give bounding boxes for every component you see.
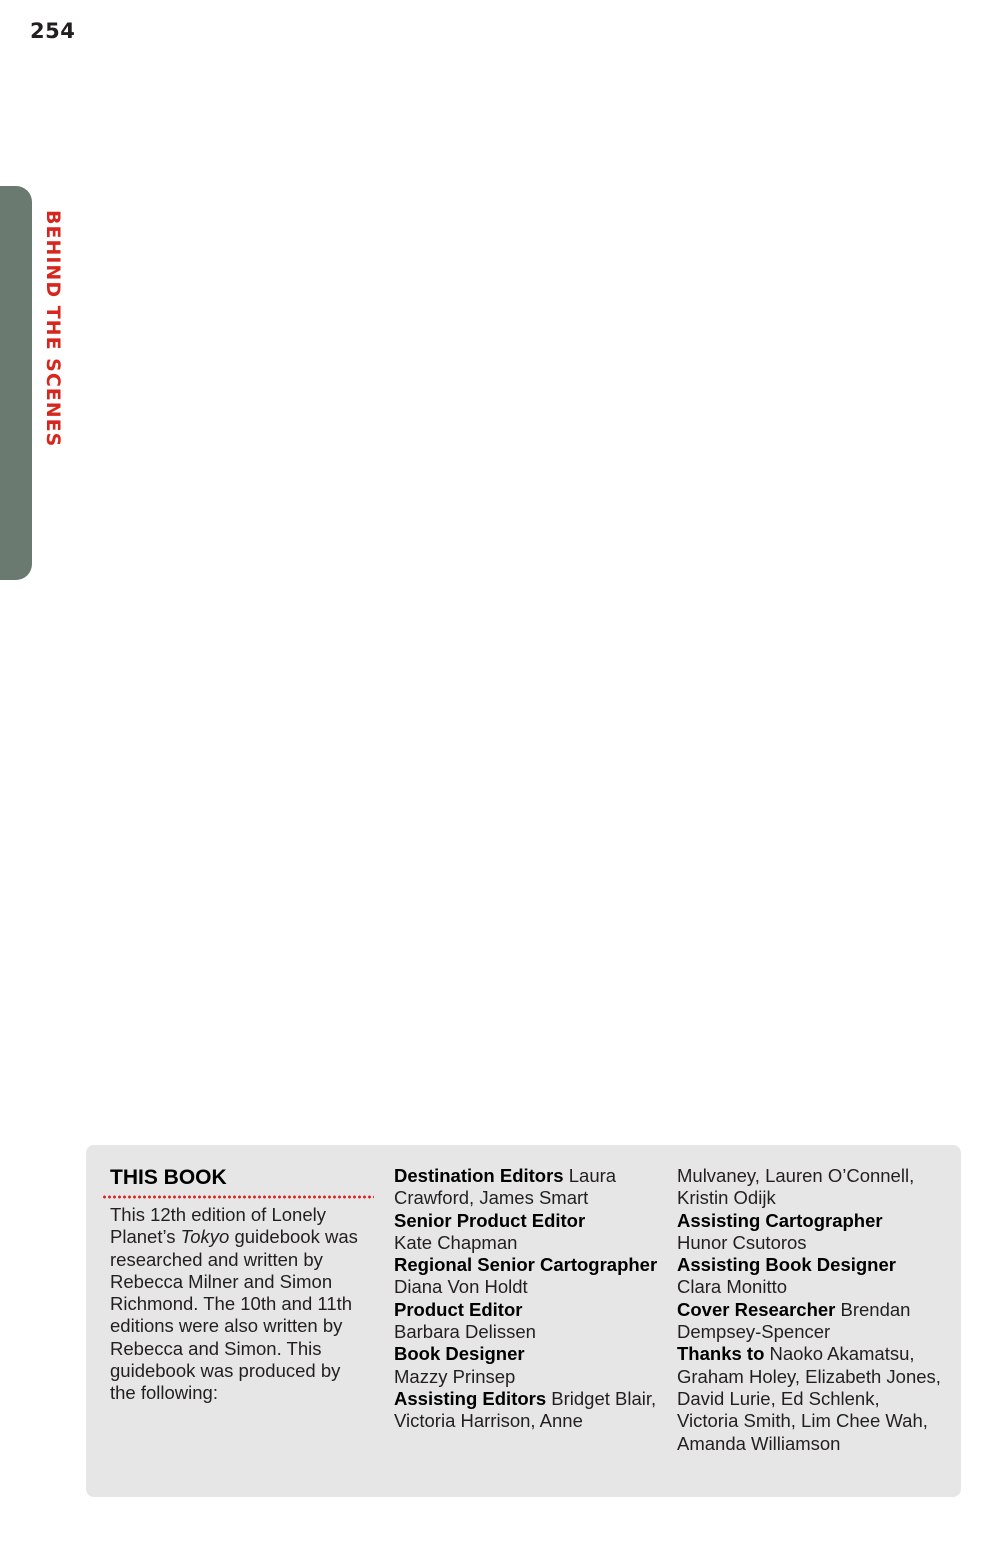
this-book-intro: This 12th edition of Lonely Planet’s Tokyo guidebook was researched and written by Rebecca Milner and Simon Richmond. The 10th and 11th editions were also written by Rebecca and Simon. This guidebook was produced by the following:: [110, 1204, 358, 1404]
credit-role: Book Designer: [394, 1343, 525, 1365]
credit-names: Bridget Blair, Victoria Harrison, Anne: [394, 1387, 657, 1432]
credit-names: Mazzy Prinsep: [394, 1365, 516, 1387]
credit-entry: [394, 1165, 659, 1210]
section-label: BEHIND THE SCENES: [42, 210, 64, 448]
credit-entry: [394, 1299, 659, 1344]
dotted-divider: [102, 1195, 374, 1199]
credits-column-2: [394, 1165, 659, 1433]
credit-entry: [677, 1254, 945, 1299]
credit-entry: [677, 1210, 945, 1255]
credit-names: Hunor Csutoros: [677, 1231, 807, 1253]
credit-names: Clara Monitto: [677, 1276, 788, 1298]
this-book-title: THIS BOOK: [110, 1166, 227, 1189]
credit-entry: [677, 1299, 945, 1344]
credit-role: Thanks to: [677, 1343, 765, 1365]
credit-names: Diana Von Holdt: [394, 1276, 528, 1298]
credit-role: Assisting Book Designer: [677, 1254, 896, 1276]
credit-names: Kate Chapman: [394, 1231, 518, 1253]
credit-entry: [394, 1388, 659, 1433]
credit-names: Mulvaney, Lauren O’Connell, Kristin Odijk: [677, 1165, 915, 1209]
credits-column-3: [677, 1165, 945, 1455]
credit-names: Naoko Akamatsu, Graham Holey, Elizabeth Jones, David Lurie, Ed Schlenk, Victoria Smith, Lim Chee Wah, Amanda Williamson: [677, 1343, 941, 1454]
credit-names: Barbara Delissen: [394, 1321, 536, 1343]
credit-names: Laura Crawford, James Smart: [394, 1165, 617, 1209]
credit-role: Product Editor: [394, 1298, 523, 1320]
credit-role: Senior Product Editor: [394, 1209, 586, 1231]
credit-role: Regional Senior Cartographer: [394, 1254, 658, 1276]
this-book-box: [86, 1145, 961, 1497]
this-book-intro-column: [110, 1165, 358, 1405]
credit-role: Assisting Cartographer: [677, 1209, 883, 1231]
credit-role: Assisting Editors: [394, 1387, 547, 1409]
credit-entry: [677, 1343, 945, 1454]
credit-entry: [394, 1254, 659, 1299]
page-number: 254: [30, 19, 76, 43]
section-side-tab: [0, 186, 32, 580]
credit-role: Destination Editors: [394, 1165, 564, 1186]
book-title-italic: Tokyo: [180, 1226, 230, 1248]
credit-entry: [677, 1165, 945, 1210]
credit-entry: [394, 1210, 659, 1255]
credit-names: Brendan Dempsey-Spencer: [677, 1298, 911, 1343]
credit-role: Cover Researcher: [677, 1298, 836, 1320]
credit-entry: [394, 1343, 659, 1388]
